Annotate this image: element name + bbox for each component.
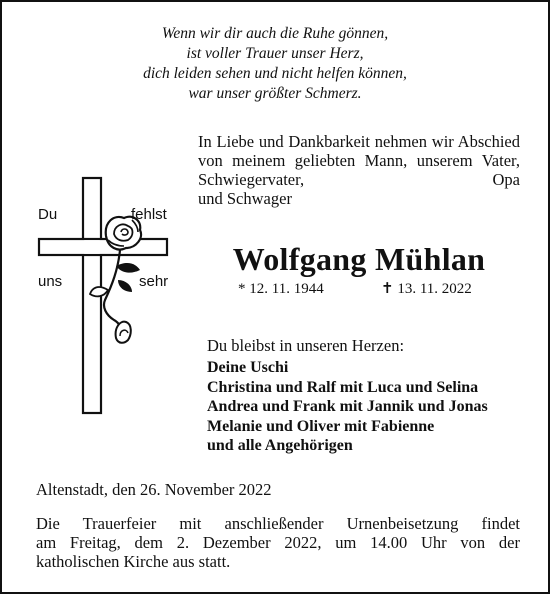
intro-line: und Schwager [198, 189, 292, 208]
cross-emblem [32, 170, 192, 420]
funeral-info [36, 514, 520, 571]
birth-date: * 12. 11. 1944 [238, 281, 324, 297]
family-list [207, 358, 488, 456]
family-member: und alle Angehörigen [207, 437, 353, 454]
intro-text [198, 132, 520, 208]
family-member: Melanie und Oliver mit Fabienne [207, 417, 435, 435]
funeral-line: Die Trauerfeier mit anschließender Urnenbeisetzung findet [36, 514, 520, 533]
poem-line: war unser größter Schmerz. [188, 85, 362, 102]
intro-line: In Liebe und Dankbarkeit nehmen wir [198, 132, 454, 151]
cross-label-fehlst: fehlst [131, 206, 167, 223]
cross-label-sehr: sehr [139, 273, 169, 290]
remember-line: Du bleibst in unseren Herzen: [207, 336, 405, 355]
intro-line: unserem Vater, Schwiegervater, Opa [198, 151, 520, 189]
place-date: Altenstadt, den 26. November 2022 [36, 480, 272, 499]
poem [2, 24, 548, 104]
family-member: Deine Uschi [207, 359, 289, 376]
intro-line: Abschied von meinem geliebten Mann, [198, 132, 520, 170]
funeral-line: am Freitag, dem 2. Dezember 2022, um 14.00 Uhr von der [36, 533, 520, 552]
family-member: Christina und Ralf mit Luca und Selina [207, 378, 479, 396]
deceased-name: Wolfgang Mühlan [232, 241, 486, 277]
cross-label-uns: uns [38, 273, 63, 290]
family-member: Andrea und Frank mit Jannik und Jonas [207, 398, 488, 415]
poem-line: Wenn wir dir auch die Ruhe gönnen, [161, 25, 389, 42]
cross-label-du: Du [38, 206, 58, 223]
funeral-line: katholischen Kirche aus statt. [36, 552, 231, 571]
poem-line: ist voller Trauer unser Herz, [186, 45, 364, 62]
death-date: ✝ 13. 11. 2022 [381, 281, 472, 297]
poem-line: dich leiden sehen und nicht helfen können, [143, 65, 407, 82]
